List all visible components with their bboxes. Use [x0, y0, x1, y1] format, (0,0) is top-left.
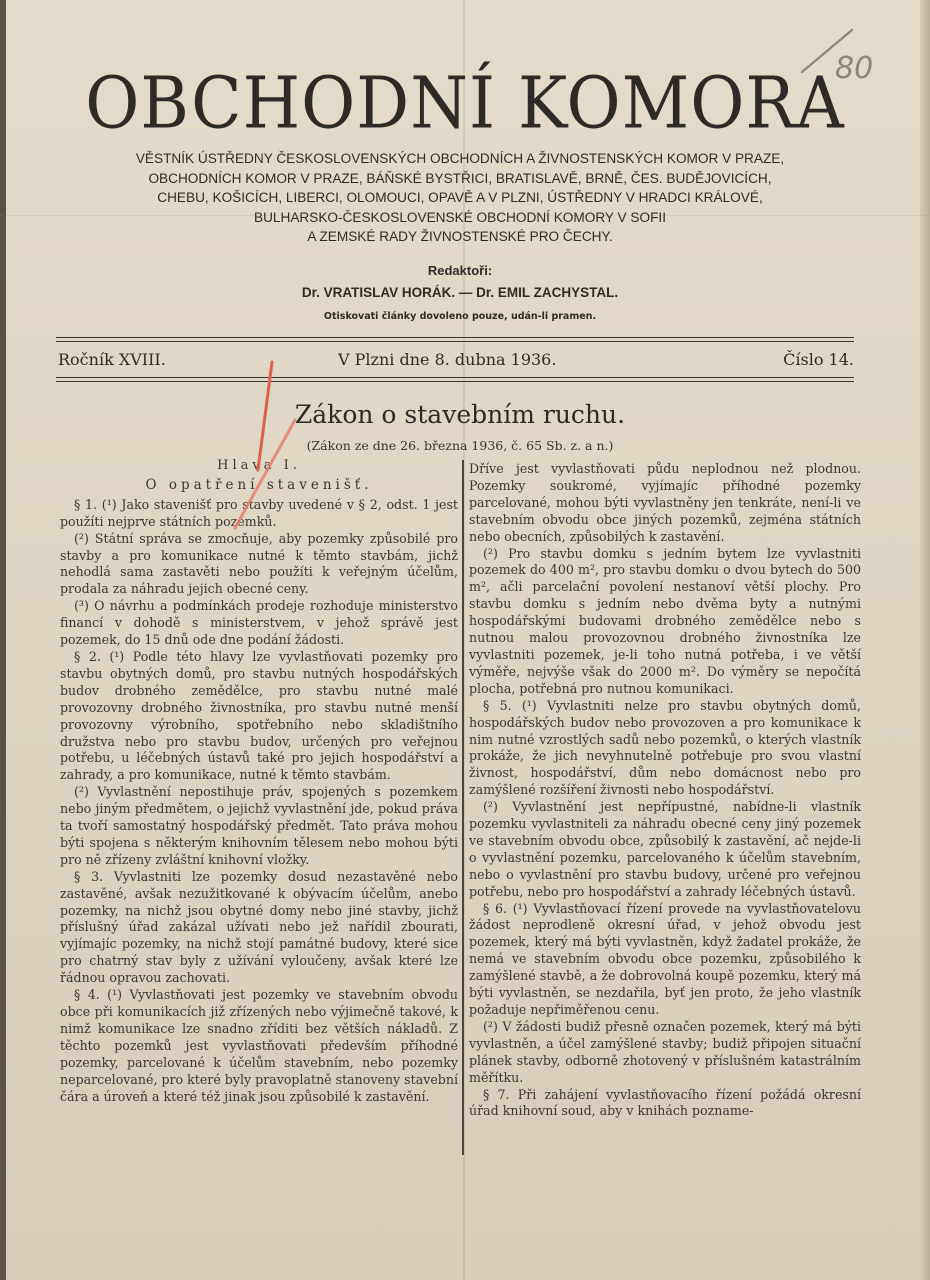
subtitle-line: OBCHODNÍCH KOMOR V PRAZE, BÁŇSKÉ BYSTŘICI, BRATISLAVĚ, BRNĚ, ČES. BUDĚJOVICÍCH, [148, 170, 772, 187]
article-subtitle: (Zákon ze dne 26. března 1936, č. 65 Sb. z. a n.) [306, 438, 614, 453]
paragraph: Dříve jest vyvlastňovati půdu neplodnou než plodnou. Pozemky soukromé, vyjímajíc příhodné pozemky parcelované, mohou býti vyvlastněny jen tenkráte, není-li ve stavebním obvodu obce jiných pozemků, zejména státních nebo obecních, způsobilých k zastavění. [469, 461, 861, 544]
rule-bottom [56, 377, 854, 382]
chapter-title: O opatření stavenišť. [145, 476, 373, 493]
paragraph: § 5. (¹) Vyvlastniti nelze pro stavbu obytných domů, hospodářských budov nebo provozoven a pro komunikace k nim nutné vzrostlých sadů nebo pozemků, o kterých vlastník prokáže, že jich nevyhnutelně potřebuje pro svou vlastní živnost, hospodářství, dům nebo domácnost nebo pro zamýšlené rozšíření živnosti nebo hospodářství. [469, 697, 861, 798]
issue-bar [58, 350, 854, 372]
paragraph: § 6. (¹) Vyvlastňovací řízení provede na vyvlastňovatelovu žádost neprodleně okresní úřad, v jehož obvodu jest pozemek, který má býti vyvlastněn, když žadatel prokáže, že nemá ve stavebním obvodu obce pozemku, způsobilého k zamýšlené stavbě, a že dobrovolná koupě pozemku, který má býti vyvlastněn, se nezdařila, byť jen proto, že jeho vlastník požaduje nepřiměřenou cenu. [469, 900, 861, 1017]
subtitle-line: CHEBU, KOŠICÍCH, LIBERCI, OLOMOUCI, OPAVĚ A V PLZNI, ÚSTŘEDNY V HRADCI KRÁLOVÉ, [157, 190, 763, 206]
paragraph: § 7. Při zahájení vyvlastňovacího řízení požádá okresní úřad knihovní soud, aby v knihách pozname- [469, 1086, 861, 1119]
masthead-subtitle [66, 150, 853, 248]
reprint-note: Otiskovati články dovoleno pouze, udán-li pramen. [323, 311, 597, 322]
paragraph: § 1. (¹) Jako stavenišť pro stavby uvedené v § 2, odst. 1 jest použíti nejprve státních pozemků. [60, 496, 458, 529]
chapter-heading: Hlava I. [217, 458, 301, 473]
place-date: V Plzni dne 8. dubna 1936. [338, 350, 557, 369]
article-title: Zákon o stavebním ruchu. [294, 400, 626, 429]
paragraph: (²) V žádosti budiž přesně označen pozemek, který má býti vyvlastněn, a účel zamýšlené stavby; budiž připojen situační plánek stavby, odborně zhotovený v příslušném katastrálním měřítku. [469, 1018, 861, 1085]
column-divider [462, 460, 464, 1155]
column-left [60, 458, 458, 1105]
volume: Ročník XVIII. [58, 350, 166, 369]
masthead-title: OBCHODNÍ KOMORA [85, 61, 845, 145]
paragraph: § 3. Vyvlastniti lze pozemky dosud nezastavěné nebo zastavěné, avšak nezužitkované k obývacím účelům, anebo pozemky, na nichž jsou obytné domy nebo jiné stavby, jichž příslušný úřad zakázal užívati nebo jež nařídil zbourati, vyjímajíc pozemky, na nichž stojí památné budovy, které sice pro chatrný stav byly z užívání vyloučeny, avšak které lze řádnou opravou zachovati. [60, 868, 458, 986]
page-edge-shadow [0, 0, 6, 1280]
rule-top [56, 337, 854, 342]
paragraph: § 4. (¹) Vyvlastňovati jest pozemky ve stavebním obvodu obce při komunikacích již zřízených nebo výjimečně takové, k nimž komunikace lze snadno zříditi bez větších nákladů. Z těchto pozemků jest vyvlastňovati především příhodné pozemky, parcelované k účelům stavebním, nebo pozemky neparcelované, pro které byly pravoplatně stanoveny stavební čára a úroveň a které též jinak jsou způsobilé k zastavění. [60, 987, 458, 1104]
issue-number: Číslo 14. [783, 350, 854, 369]
page-edge-right [920, 0, 930, 1280]
editors-names: Dr. VRATISLAV HORÁK. — Dr. EMIL ZACHYSTAL. [301, 285, 619, 300]
paragraph: (²) Vyvlastnění jest nepřípustné, nabídne-li vlastník pozemku vyvlastniteli za náhradu obecné ceny jiný pozemek ve stavebním obvodu obce, způsobilý k zastavění, ač nejde-li o vyvlastnění pozemku, parcelovaného k účelům stavebním, nebo o vyvlastnění pro stavbu budovy, určené pro veřejnou potřebu, nebo pro hospodářství a zahrady léčebných ústavů. [469, 799, 861, 899]
paragraph: (²) Vyvlastnění nepostihuje práv, spojených s pozemkem nebo jiným předmětem, o jejichž vyvlastnění jde, pokud práva ta tvoří samostatný hospodářský předmět. Tato práva mohou býti spojena s některým knihovním tělesem nebo mohou býti pro ně zřízeny zvláštní knihovní vložky. [60, 784, 458, 867]
editors-label: Redaktoři: [427, 263, 493, 278]
paragraph: § 2. (¹) Podle této hlavy lze vyvlastňovati pozemky pro stavbu obytných domů, pro stavbu nutných hospodářských budov drobného zemědělce, pro stavbu nutné malé provozovny drobného živnostníka, pro stavbu nutné menší provozovny výrobního, spotřebního nebo skladištního družstva nebo pro stavbu budov, určených pro veřejnou potřebu, u léčebných ústavů také pro jejich hospodářství a zahrady, a pro komunikace, nutné k těmto stavbám. [60, 648, 458, 783]
pencil-note-text: 80 [835, 51, 874, 86]
subtitle-line: BULHARSKO-ČESKOSLOVENSKÉ OBCHODNÍ KOMORY V SOFII [254, 209, 666, 226]
paragraph: (³) O návrhu a podmínkách prodeje rozhoduje ministerstvo financí v dohodě s ministerstvem, v jehož správě jest pozemek, do 15 dnů ode dne podání žádosti. [60, 598, 458, 648]
paragraph: (²) Pro stavbu domku s jedním bytem lze vyvlastniti pozemek do 400 m², pro stavbu domku o dvou bytech do 500 m², ačli parcelační povolení nestanoví větší plochy. Pro stavbu domku s jedním nebo dvěma byty a nutnými hospodářskými budovami drobného zemědělce nebo s nutnou malou provozovnou drobného živnostníka lze vyvlastniti pozemek, je-li toho nutná potřeba, i ve větší výměře, nejvýše však do 2000 m². Do výměry se nepočítá plocha, potřebná pro nutnou komunikaci. [469, 545, 861, 696]
subtitle-line: A ZEMSKÉ RADY ŽIVNOSTENSKÉ PRO ČECHY. [307, 229, 613, 245]
paragraph: (²) Státní správa se zmocňuje, aby pozemky způsobilé pro stavby a pro komunikace nutné k těmto stavbám, jichž nehodlá sama zastavěti nebo použíti k veřejným účelům, prodala za náhradu jejich obecné ceny. [60, 530, 458, 597]
column-right [469, 461, 861, 1120]
subtitle-line: VĚSTNÍK ÚSTŘEDNY ČESKOSLOVENSKÝCH OBCHODNÍCH A ŽIVNOSTENSKÝCH KOMOR V PRAZE, [135, 151, 785, 167]
